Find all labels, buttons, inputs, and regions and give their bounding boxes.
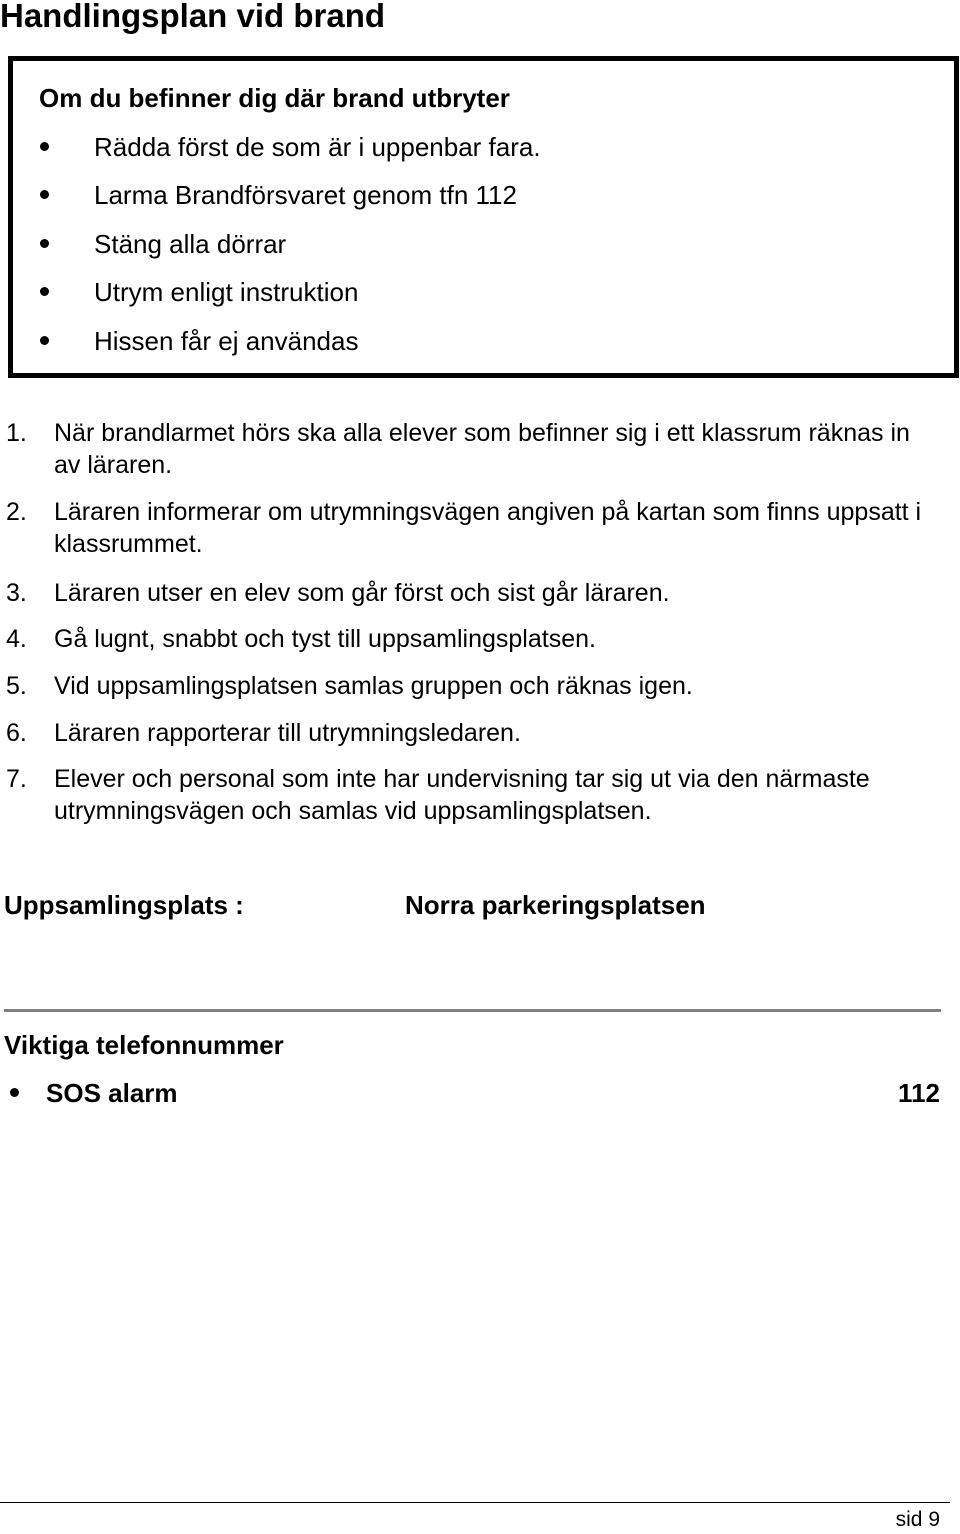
step-text: När brandlarmet hörs ska alla elever som befinner sig i ett klassrum räknas in av läraren. xyxy=(54,419,910,479)
bullet-icon xyxy=(40,190,49,199)
bullet-icon xyxy=(40,142,49,151)
step-item xyxy=(6,417,936,481)
step-number: 6. xyxy=(6,719,27,747)
step-number: 4. xyxy=(6,625,27,653)
alert-item-text: Stäng alla dörrar xyxy=(94,229,287,259)
step-number: 2. xyxy=(6,498,27,526)
phone-contact-number: 112 xyxy=(898,1078,940,1108)
bullet-icon xyxy=(40,239,49,248)
step-item xyxy=(6,717,936,749)
step-number: 3. xyxy=(6,579,27,607)
step-item xyxy=(6,763,936,827)
fire-alert-box xyxy=(8,56,959,378)
phone-number-row xyxy=(10,1075,940,1111)
section-divider xyxy=(4,1009,941,1012)
alert-item-text: Larma Brandförsvaret genom tfn 112 xyxy=(94,180,517,210)
step-text: Gå lugnt, snabbt och tyst till uppsamlingsplatsen. xyxy=(54,625,596,653)
phone-contact-name: SOS alarm xyxy=(46,1078,178,1108)
alert-heading: Om du befinner dig där brand utbryter xyxy=(39,83,510,113)
bullet-icon xyxy=(40,287,49,296)
page-number: sid 9 xyxy=(895,1508,940,1531)
step-number: 7. xyxy=(6,765,27,793)
step-item xyxy=(6,623,936,655)
step-text: Läraren informerar om utrymningsvägen angiven på kartan som finns uppsatt i klassrummet. xyxy=(54,498,922,558)
step-item xyxy=(6,670,936,702)
step-text: Elever och personal som inte har undervisning tar sig ut via den närmaste utrymningsvägen och samlas vid uppsamlingsplatsen. xyxy=(54,765,870,825)
step-text: Vid uppsamlingsplatsen samlas gruppen och räknas igen. xyxy=(54,672,693,700)
step-text: Läraren utser en elev som går först och sist går läraren. xyxy=(54,579,670,607)
phone-numbers-heading: Viktiga telefonnummer xyxy=(4,1030,284,1060)
step-item xyxy=(6,577,936,609)
step-text: Läraren rapporterar till utrymningsledaren. xyxy=(54,719,521,747)
bullet-icon xyxy=(40,336,49,345)
footer-divider xyxy=(0,1502,950,1503)
step-item xyxy=(6,496,936,560)
bullet-icon xyxy=(10,1088,19,1097)
alert-item-text: Utrym enligt instruktion xyxy=(94,277,359,307)
alert-item-text: Hissen får ej användas xyxy=(94,326,359,356)
step-number: 1. xyxy=(6,419,27,447)
step-number: 5. xyxy=(6,672,27,700)
assembly-point-value: Norra parkeringsplatsen xyxy=(405,890,706,920)
alert-item-text: Rädda först de som är i uppenbar fara. xyxy=(94,132,541,162)
page-title: Handlingsplan vid brand xyxy=(0,0,386,34)
assembly-point-label: Uppsamlingsplats : xyxy=(4,890,244,920)
